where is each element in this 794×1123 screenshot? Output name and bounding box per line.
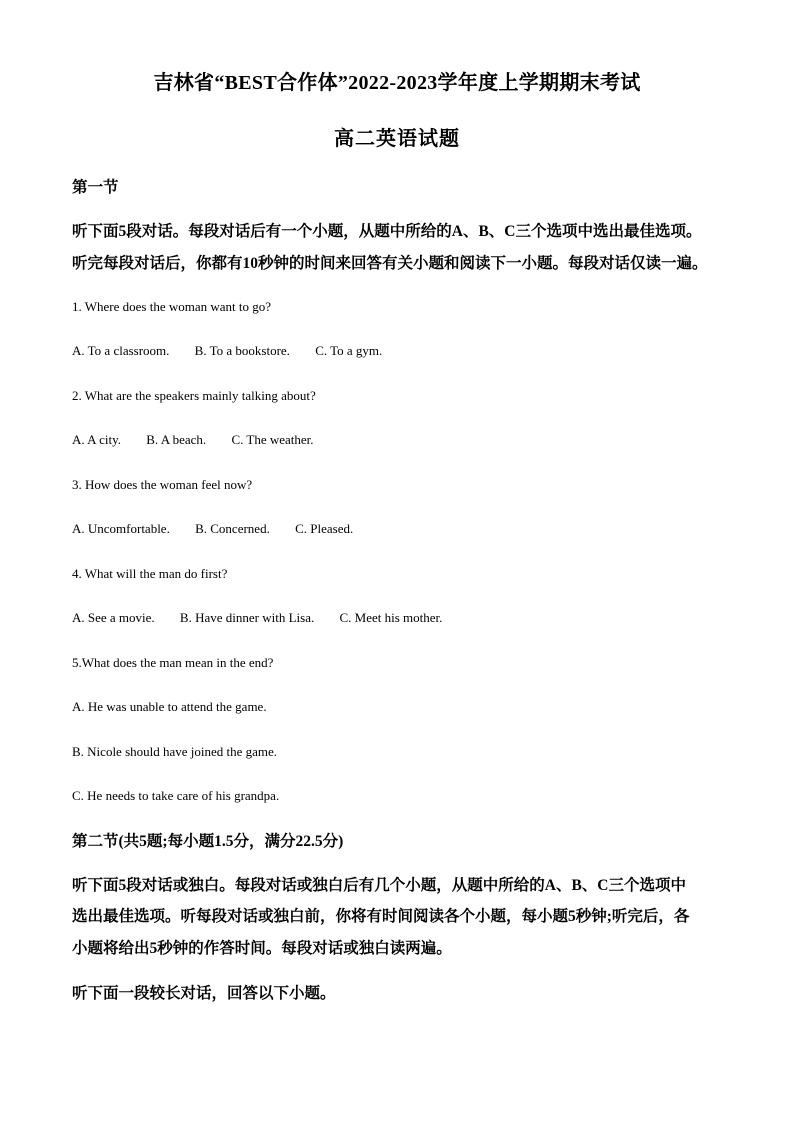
exam-title: 吉林省“BEST合作体”2022-2023学年度上学期期末考试 <box>153 72 641 94</box>
question-4-stem: 4. What will the man do first? <box>72 566 228 581</box>
question-3-stem: 3. How does the woman feel now? <box>72 477 253 492</box>
section2-instruction-line-1: 听下面5段对话或独白。每段对话或独白后有几个小题，从题中所给的A、B、C三个选项中 <box>72 877 686 894</box>
question-3-option-b: B. Concerned. <box>195 521 270 536</box>
section2-sub-instruction: 听下面一段较长对话，回答以下小题。 <box>72 985 336 1002</box>
question-2-stem: 2. What are the speakers mainly talking about? <box>72 388 316 403</box>
section2-instruction-line-2: 选出最佳选项。听每段对话或独白前，你将有时间阅读各个小题，每小题5秒钟;听完后，各 <box>72 908 690 925</box>
question-5-option-b: B. Nicole should have joined the game. <box>72 744 278 759</box>
section1-instruction-line-1: 听下面5段对话。每段对话后有一个小题，从题中所给的A、B、C三个选项中选出最佳选项。 <box>72 223 702 240</box>
section1-heading: 第一节 <box>72 179 119 196</box>
question-1-option-c: C. To a gym. <box>315 343 383 358</box>
question-1-stem: 1. Where does the woman want to go? <box>72 299 272 314</box>
question-4-option-b: B. Have dinner with Lisa. <box>179 610 315 625</box>
question-4-options <box>72 609 464 627</box>
section2-heading: 第二节(共5题;每小题1.5分，满分22.5分) <box>72 833 344 850</box>
question-1-option-b: B. To a bookstore. <box>194 343 290 358</box>
question-5-option-a: A. He was unable to attend the game. <box>72 699 267 714</box>
question-5-stem: 5.What does the man mean in the end? <box>72 655 274 670</box>
section1-instruction-line-2: 听完每段对话后，你都有10秒钟的时间来回答有关小题和阅读下一小题。每段对话仅读一遍。 <box>72 255 708 272</box>
exam-subtitle: 高二英语试题 <box>334 128 460 150</box>
section2-instruction-line-3: 小题将给出5秒钟的作答时间。每段对话或独白读两遍。 <box>72 940 452 957</box>
question-3-options <box>72 520 375 538</box>
question-2-option-a: A. A city. <box>72 432 121 447</box>
question-1-options <box>72 342 404 360</box>
question-4-option-c: C. Meet his mother. <box>339 610 443 625</box>
question-5-option-c: C. He needs to take care of his grandpa. <box>72 788 280 803</box>
question-3-option-a: A. Uncomfortable. <box>72 521 170 536</box>
question-3-option-c: C. Pleased. <box>295 521 354 536</box>
question-1-option-a: A. To a classroom. <box>72 343 170 358</box>
question-4-option-a: A. See a movie. <box>72 610 155 625</box>
question-2-options <box>72 431 336 449</box>
question-2-option-b: B. A beach. <box>146 432 207 447</box>
question-2-option-c: C. The weather. <box>231 432 314 447</box>
